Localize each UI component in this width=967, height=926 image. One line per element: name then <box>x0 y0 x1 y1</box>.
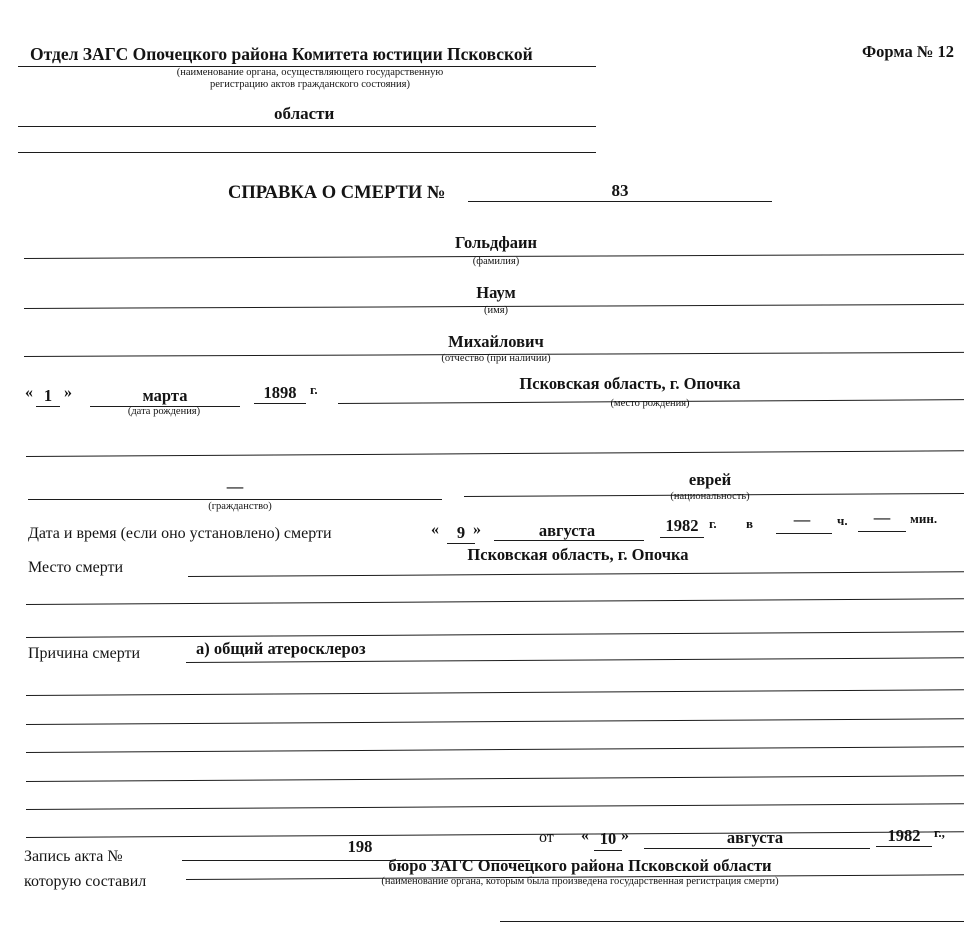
cause-underline-4 <box>26 746 964 753</box>
death-close-quote: » <box>473 521 481 538</box>
birth-day-underline <box>36 406 60 407</box>
compiled-by: бюро ЗАГС Опочецкого района Псковской области <box>388 856 772 875</box>
certificate-number: 83 <box>611 181 629 200</box>
compiled-by-underline-2 <box>500 921 964 922</box>
birth-close-quote: » <box>64 384 72 401</box>
record-label: Запись акта № <box>24 848 123 865</box>
death-minutes: — <box>873 508 891 527</box>
form-number: Форма № 12 <box>862 42 955 61</box>
death-open-quote: « <box>431 521 439 538</box>
patronymic-caption: (отчество (при наличии) <box>441 353 551 364</box>
registry-office-underline-3 <box>18 152 596 153</box>
death-day-underline <box>447 543 475 544</box>
death-place-label: Место смерти <box>28 559 124 576</box>
birth-date-caption: (дата рождения) <box>127 406 201 417</box>
surname-caption: (фамилия) <box>472 256 520 267</box>
record-year-suffix: г., <box>934 825 945 840</box>
record-day-underline <box>594 850 622 851</box>
compiled-label: которую составил <box>24 873 147 890</box>
death-place-underline-3 <box>26 631 964 638</box>
registry-office-caption: (наименование органа, осуществляющего государственную регистрацию актов гражданского состояния) <box>176 67 444 90</box>
cause-value: а) общий атеросклероз <box>196 639 366 658</box>
record-month: августа <box>726 828 784 847</box>
death-place-underline-2 <box>26 598 964 605</box>
record-close-quote: » <box>621 827 629 844</box>
record-month-underline <box>644 848 870 849</box>
birth-year-underline <box>254 403 306 404</box>
birth-place: Псковская область, г. Опочка <box>519 374 741 393</box>
death-year-suffix: г. <box>709 516 717 531</box>
death-date-label: Дата и время (если оно установлено) смерти <box>28 525 332 542</box>
birth-open-quote: « <box>25 384 33 401</box>
death-year: 1982 <box>665 516 699 535</box>
cause-underline-3 <box>26 718 964 725</box>
death-minutes-suffix: мин. <box>910 511 938 526</box>
compiled-by-caption: (наименование органа, которым была произведена государственная регистрация смерти) <box>381 876 779 887</box>
birth-year-suffix: г. <box>310 382 318 397</box>
name-value: Наум <box>476 283 516 302</box>
certificate-number-underline <box>468 201 772 202</box>
cause-underline-2 <box>26 689 964 696</box>
cause-underline-5 <box>26 775 964 782</box>
death-hours: — <box>793 510 811 529</box>
citizenship-caption: (гражданство) <box>208 501 272 512</box>
registry-office-underline-2 <box>18 126 596 127</box>
cause-underline-7 <box>26 831 964 838</box>
birth-day: 1 <box>43 386 53 405</box>
registry-office-region: области <box>274 104 335 123</box>
death-hours-underline <box>776 533 832 534</box>
death-at-label: в <box>746 516 754 531</box>
death-month-underline <box>494 540 644 541</box>
birth-month: марта <box>142 386 188 405</box>
birth-year: 1898 <box>263 383 297 402</box>
registry-office-name: Отдел ЗАГС Опочецкого района Комитета юстиции Псковской <box>30 44 533 64</box>
surname-value: Гольдфаин <box>454 233 538 252</box>
record-number: 198 <box>347 837 373 856</box>
cause-label: Причина смерти <box>28 645 141 662</box>
record-from-label: от <box>539 829 554 846</box>
record-year-underline <box>876 846 932 847</box>
patronymic-value: Михайлович <box>448 332 544 351</box>
nationality-caption: (национальность) <box>670 491 750 502</box>
death-minutes-underline <box>858 531 906 532</box>
citizenship-underline <box>28 499 442 500</box>
citizenship-value: — <box>226 477 244 496</box>
record-day: 10 <box>599 829 617 848</box>
birth-place-caption: (место рождения) <box>610 398 690 409</box>
death-place-underline <box>188 571 964 577</box>
death-year-underline <box>660 537 704 538</box>
name-caption: (имя) <box>483 305 509 316</box>
record-open-quote: « <box>581 827 589 844</box>
certificate-title: СПРАВКА О СМЕРТИ № <box>228 183 446 203</box>
record-year: 1982 <box>887 826 921 845</box>
death-day: 9 <box>456 523 466 542</box>
death-hours-suffix: ч. <box>837 513 848 528</box>
death-place: Псковская область, г. Опочка <box>467 545 689 564</box>
nationality-value: еврей <box>688 470 732 489</box>
cause-underline-6 <box>26 803 964 810</box>
death-month: августа <box>538 521 596 540</box>
birth-place-underline-2 <box>26 450 964 457</box>
